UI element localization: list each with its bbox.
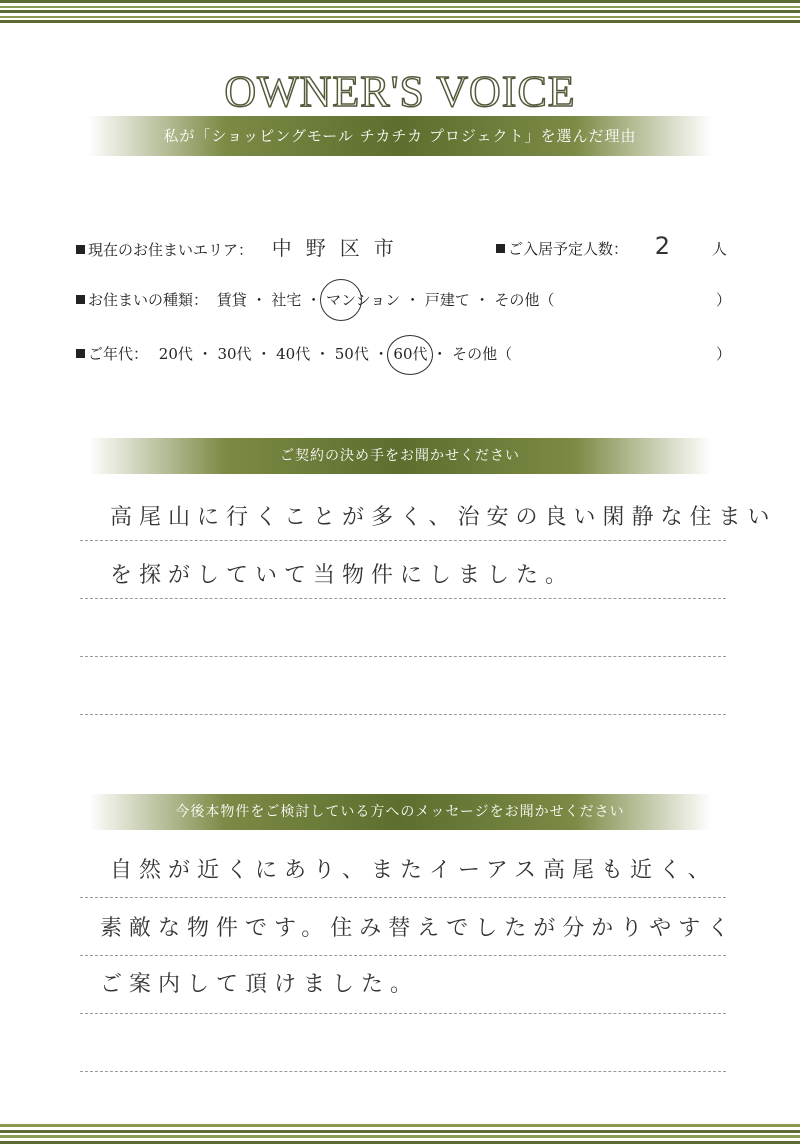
age-option-selected: 60代 — [393, 345, 432, 363]
dotted-rule — [80, 656, 726, 657]
area-value: 中野区市 — [271, 236, 408, 260]
residents-label: ご入居予定人数： — [508, 240, 629, 258]
housing-option: その他（ — [494, 291, 555, 309]
housing-label: お住まいの種類： — [88, 291, 209, 309]
housing-option-selected: マンション — [326, 291, 405, 309]
section-heading: 今後本物件をご検討している方へのメッセージをお聞かせください — [175, 804, 625, 820]
area-row — [76, 232, 408, 261]
age-option: 50代 — [334, 345, 369, 363]
dotted-rule — [80, 598, 726, 599]
housing-close-paren: ） — [716, 291, 732, 309]
section-heading-band — [88, 794, 712, 830]
age-row: ご年代： 20代 ・ 30代 ・ 40代 ・ 50代 ・ 60代 ・ その他（ — [76, 343, 512, 364]
dotted-rule — [80, 1071, 726, 1072]
age-option: 30代 — [217, 345, 252, 363]
dotted-rule — [80, 897, 726, 898]
age-close-paren: ） — [716, 345, 732, 363]
residents-unit: 人 — [711, 240, 727, 258]
dotted-rule — [80, 540, 726, 541]
page-title: OWNER'S VOICE — [224, 67, 576, 116]
subtitle-text: 私が「ショッピングモール チカチカ プロジェクト」を選んだ理由 — [163, 127, 637, 145]
handwritten-line: 自然が近くにあり、またイーアス高尾も近く、 — [110, 858, 717, 883]
bullet-square-icon — [76, 349, 85, 358]
selection-circle — [387, 335, 433, 375]
dotted-rule — [80, 1013, 726, 1014]
handwritten-line: を探がしていて当物件にしました。 — [110, 563, 575, 588]
bullet-square-icon — [76, 245, 85, 254]
selection-circle — [320, 279, 362, 321]
bullet-square-icon — [496, 244, 505, 253]
housing-option: 社宅 — [271, 291, 302, 309]
age-option: その他（ — [452, 345, 513, 363]
subtitle-band — [88, 116, 712, 156]
residents-row — [496, 232, 727, 260]
housing-option: 戸建て — [424, 291, 470, 309]
age-label: ご年代： — [88, 345, 149, 363]
residents-value: 2 — [654, 232, 680, 260]
section-heading-band — [88, 438, 712, 474]
bottom-border — [0, 1124, 800, 1146]
housing-row: お住まいの種類： 賃貸 ・ 社宅 ・ マンション ・ 戸建て ・ その他（ — [76, 289, 554, 310]
age-option: 20代 — [158, 345, 193, 363]
area-label: 現在のお住まいエリア： — [88, 241, 254, 259]
section-heading: ご契約の決め手をお聞かせください — [280, 448, 520, 464]
housing-option: 賃貸 — [216, 291, 247, 309]
age-option: 40代 — [276, 345, 311, 363]
handwritten-line: 素敵な物件です。住み替えでしたが分かりやすく — [100, 916, 737, 941]
handwritten-line: ご案内して頂けました。 — [100, 972, 420, 997]
dotted-rule — [80, 714, 726, 715]
bullet-square-icon — [76, 295, 85, 304]
top-border — [0, 0, 800, 26]
dotted-rule — [80, 955, 726, 956]
handwritten-line: 高尾山に行くことが多く、治安の良い閑静な住まい — [110, 505, 777, 530]
